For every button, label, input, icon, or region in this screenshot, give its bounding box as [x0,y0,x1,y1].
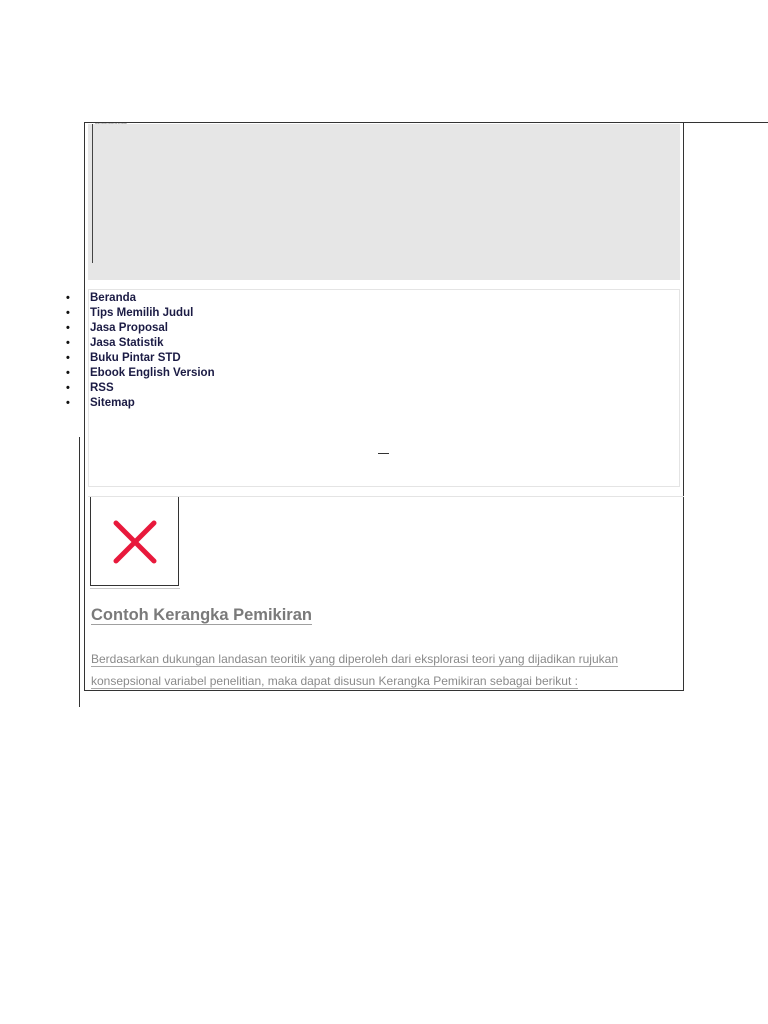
nav-item-ebook-english-version [0,366,215,381]
bullet-icon: • [66,307,70,319]
bullet-icon: • [66,292,70,304]
broken-image-x-icon [111,518,159,566]
top-divider-line [684,122,768,123]
nav-link-sitemap[interactable]: Sitemap [90,397,135,409]
bullet-icon: • [66,397,70,409]
nav-item-tips-memilih-judul [0,306,215,321]
nav-link-buku-pintar-std[interactable]: Buku Pintar STD [90,352,181,364]
nav-item-buku-pintar-std [0,351,215,366]
bullet-icon: • [66,322,70,334]
post-thumbnail[interactable] [90,497,179,586]
nav-item-beranda [0,291,215,306]
main-navigation [0,291,215,411]
nav-item-jasa-statistik [0,336,215,351]
header-banner-edge [92,124,93,263]
nav-link-rss[interactable]: RSS [90,382,114,394]
nav-dash-mark [378,453,389,454]
bullet-icon: • [66,382,70,394]
bullet-icon: • [66,367,70,379]
nav-link-jasa-proposal[interactable]: Jasa Proposal [90,322,168,334]
nav-link-tips-memilih-judul[interactable]: Tips Memilih Judul [90,307,194,319]
header-banner [88,124,680,280]
nav-link-ebook-english-version[interactable]: Ebook English Version [90,367,215,379]
left-divider-line [79,437,80,707]
nav-item-rss [0,381,215,396]
bullet-icon: • [66,352,70,364]
nav-link-beranda[interactable]: Beranda [90,292,137,304]
header-banner-fine-print: ▪▪▪▪▪▪▪ ▪▪▪▪▪▪▪▪▪▪ ▪▪▪▪▪▪▪▪▪ ▪▪▪ ▪▪▪▪ ▪▪▪▪▪▪▪▪ [95,123,127,125]
nav-link-jasa-statistik[interactable]: Jasa Statistik [90,337,164,349]
post-excerpt-link[interactable]: Berdasarkan dukungan landasan teoritik yang diperoleh dari eksplorasi teori yang dijadikan rujukan konsepsional variabel penelitian, maka dapat disusun Kerangka Pemikiran sebagai berikut : [91,652,618,688]
post-title-link[interactable]: Contoh Kerangka Pemikiran [91,606,312,624]
nav-item-jasa-proposal [0,321,215,336]
bullet-icon: • [66,337,70,349]
nav-item-sitemap [0,396,215,411]
thumbnail-underline [90,588,180,589]
